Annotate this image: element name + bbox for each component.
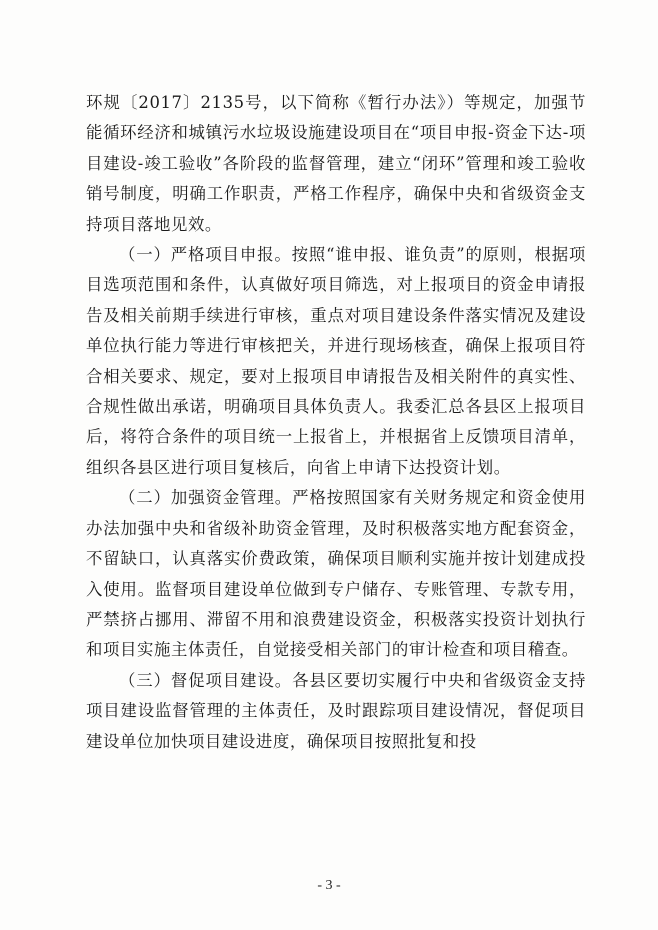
paragraph-intro: 环规〔2017〕2135号，以下简称《暂行办法》）等规定，加强节能循环经济和城镇污水垃圾设施建设项目在“项目申报-资金下达-项目建设-竣工验收”各阶段的监督管理，建立“闭环”管理和竣工验收销号制度，明确工作职责，严格工作程序，确保中央和省级资金支持项目落地见效。 [86, 93, 586, 234]
paragraph-project-application: （一）严格项目申报。按照“谁申报、谁负责”的原则，根据项目选项范围和条件，认真做好项目筛选，对上报项目的资金申请报告及相关前期手续进行审核，重点对项目建设条件落实情况及建设单位执行能力等进行审核把关，并进行现场核查，确保上报项目符合相关要求、规定，要对上报项目申请报告及相关附件的真实性、合规性做出承诺，明确项目具体负责人。我委汇总各县区上报项目后，将符合条件的项目统一上报省上，并根据省上反馈项目清单，组织各县区进行项目复核后，向省上申请下达投资计划。 [86, 245, 586, 477]
page-number: - 3 - [317, 878, 341, 893]
paragraph-project-construction: （三）督促项目建设。各县区要切实履行中央和省级资金支持项目建设监督管理的主体责任，及时跟踪项目建设情况，督促项目建设单位加快项目建设进度，确保项目按照批复和投 [86, 670, 586, 751]
document-body [86, 88, 586, 757]
paragraph-fund-management: （二）加强资金管理。严格按照国家有关财务规定和资金使用办法加强中央和省级补助资金管理，及时积极落实地方配套资金，不留缺口，认真落实价费政策，确保项目顺利实施并按计划建成投入使用。监督项目建设单位做到专户储存、专账管理、专款专用，严禁挤占挪用、滞留不用和浪费建设资金，积极落实投资计划执行和项目实施主体责任，自觉接受相关部门的审计检查和项目稽查。 [86, 488, 586, 660]
